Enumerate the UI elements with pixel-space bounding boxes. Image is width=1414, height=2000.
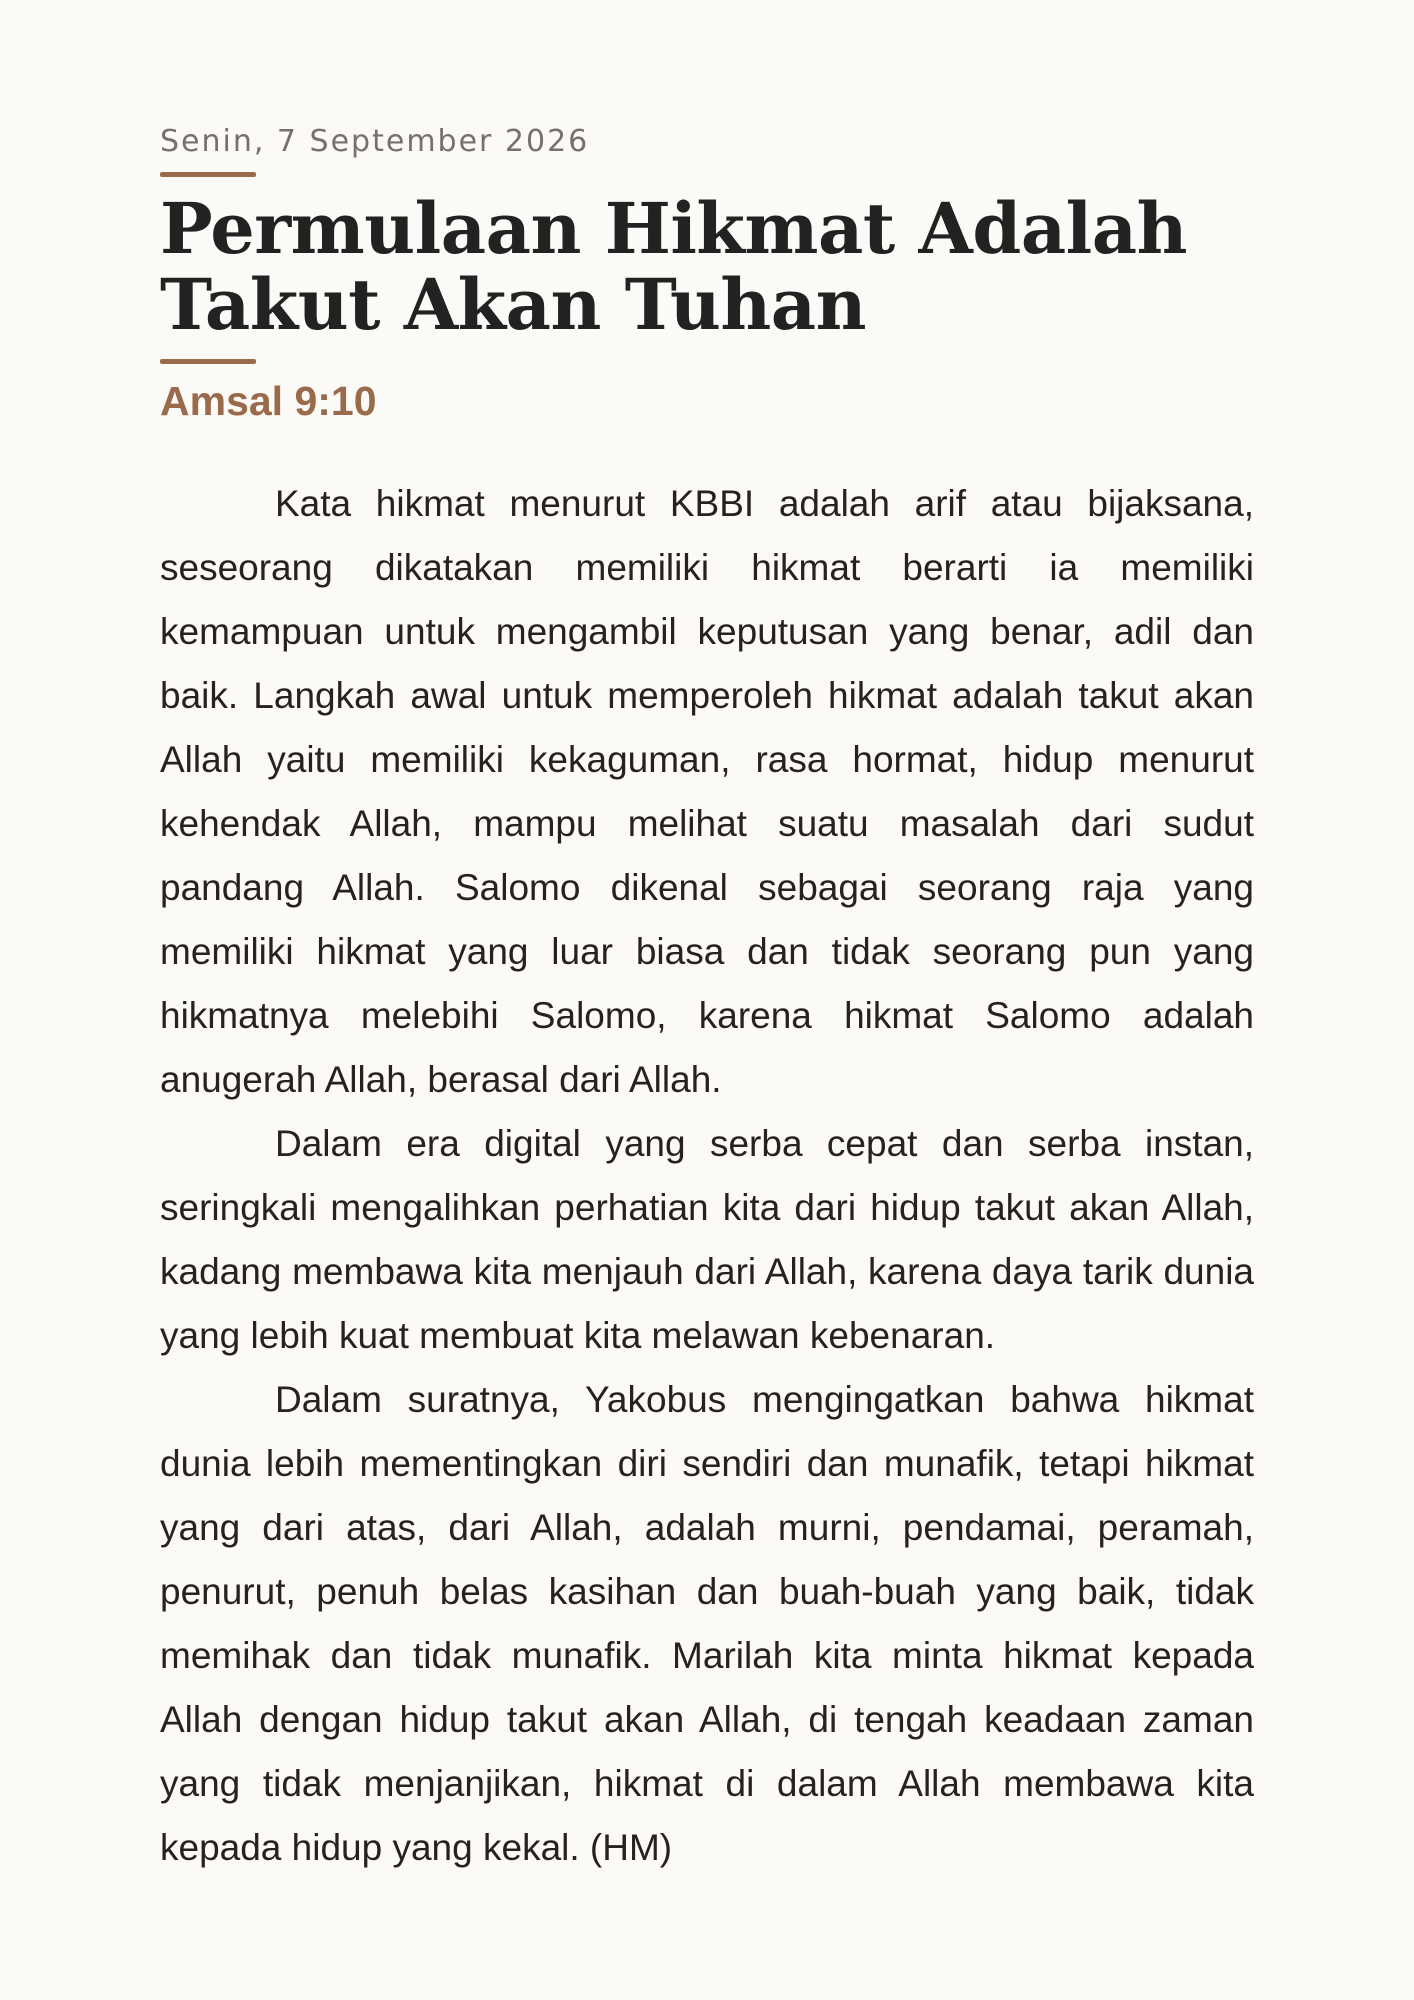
scripture-reference: Amsal 9:10 [160,378,377,424]
accent-divider-bottom [160,359,256,364]
paragraph: Dalam era digital yang serba cepat dan serba instan, seringkali mengalihkan perhatian kita dari hidup takut akan Allah, kadang membawa kita menjauh dari Allah, karena daya tarik dunia yang lebih kuat membuat kita melawan kebenaran. [160,1123,1254,1356]
date-label: Senin, 7 September 2026 [160,124,590,159]
article-body [160,472,1254,1880]
paragraph: Dalam suratnya, Yakobus mengingatkan bahwa hikmat dunia lebih mementingkan diri sendiri dan munafik, tetapi hikmat yang dari atas, dari Allah, adalah murni, pendamai, peramah, penurut, penuh belas kasihan dan buah-buah yang baik, tidak memihak dan tidak munafik. Marilah kita minta hikmat kepada Allah dengan hidup takut akan Allah, di tengah keadaan zaman yang tidak menjanjikan, hikmat di dalam Allah membawa kita kepada hidup yang kekal. (HM) [160,1379,1254,1868]
devotional-page [160,120,1254,1880]
page-title: Permulaan Hikmat Adalah Takut Akan Tuhan [160,187,1188,346]
paragraph: Kata hikmat menurut KBBI adalah arif atau bijaksana, seseorang dikatakan memiliki hikmat berarti ia memiliki kemampuan untuk mengambil keputusan yang benar, adil dan baik. Langkah awal untuk memperoleh hikmat adalah takut akan Allah yaitu memiliki kekaguman, rasa hormat, hidup menurut kehendak Allah, mampu melihat suatu masalah dari sudut pandang Allah. Salomo dikenal sebagai seorang raja yang memiliki hikmat yang luar biasa dan tidak seorang pun yang hikmatnya melebihi Salomo, karena hikmat Salomo adalah anugerah Allah, berasal dari Allah. [160,483,1254,1100]
accent-divider-top [160,172,256,177]
